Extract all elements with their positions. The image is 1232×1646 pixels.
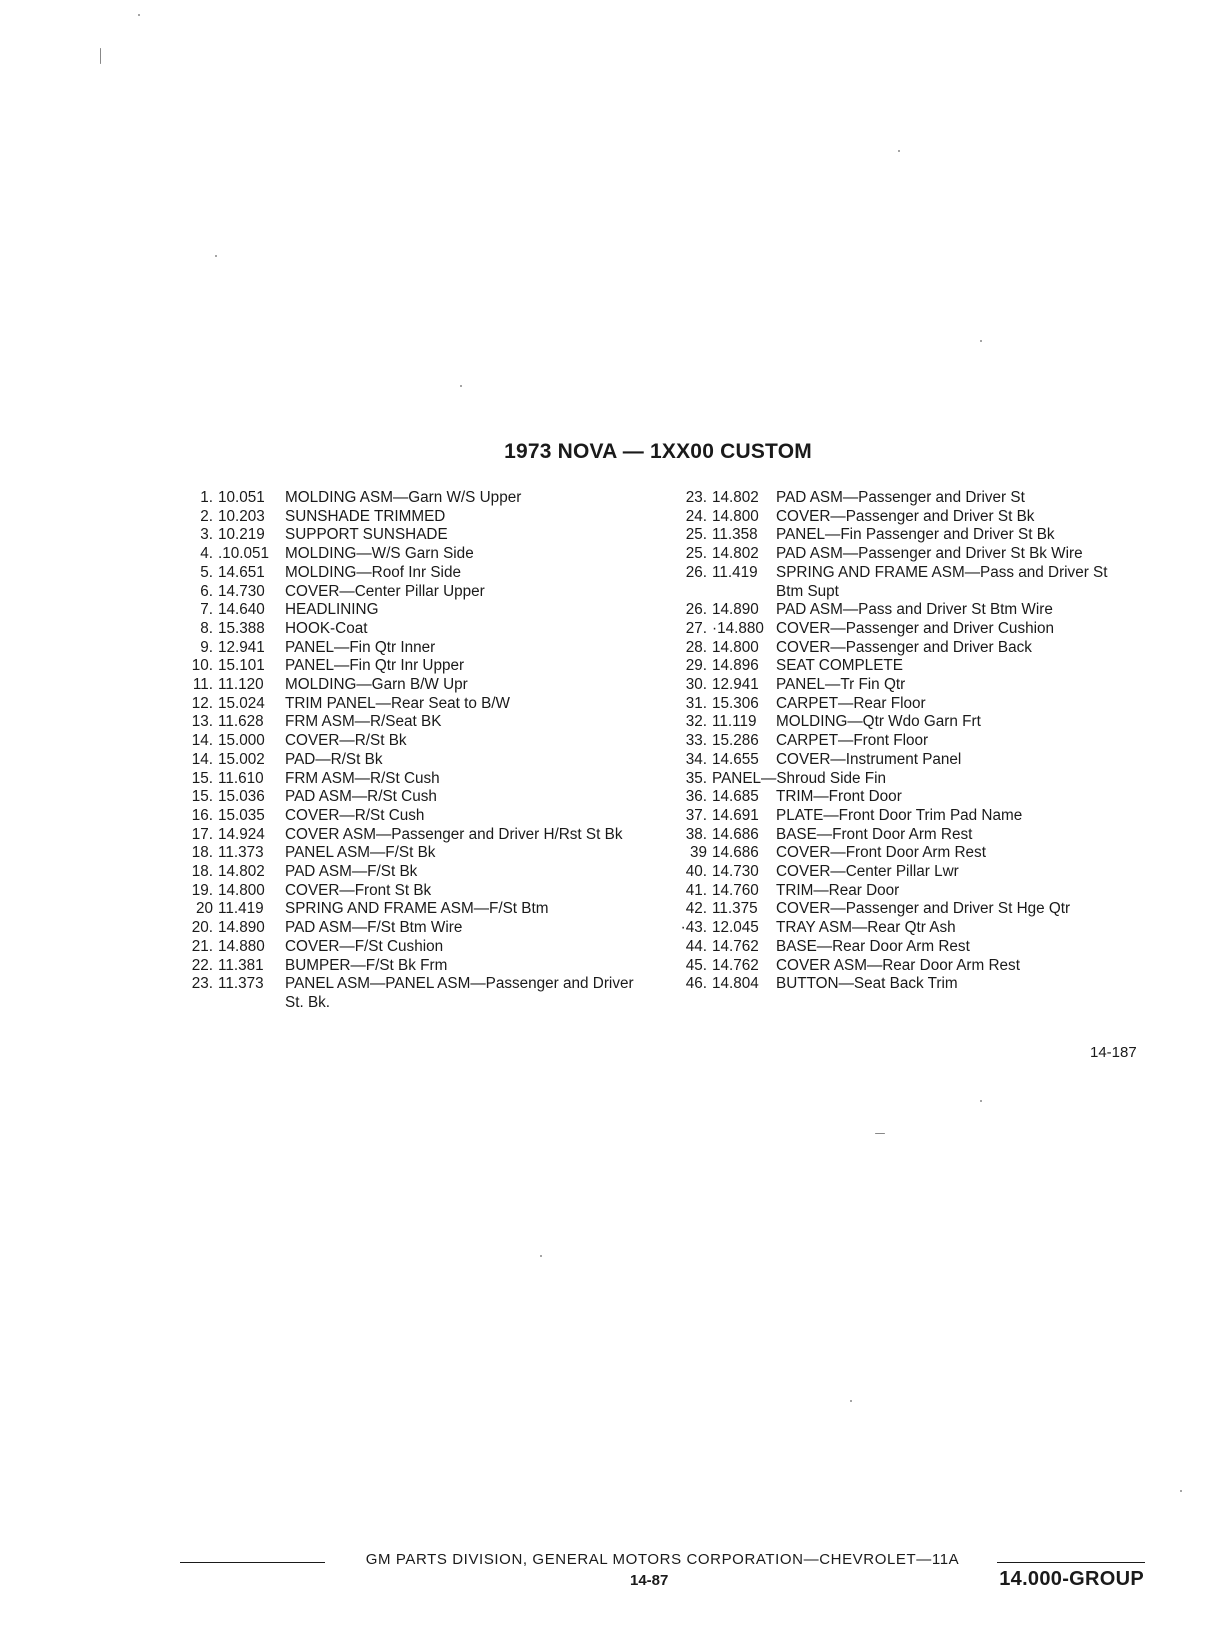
list-item [667,564,1147,601]
part-description: MOLDING—Roof Inr Side [285,563,461,581]
item-number: 25. [685,526,707,544]
list-item [176,957,666,976]
part-group-number: 14.802 [712,545,759,563]
part-group-number: 12.941 [218,638,265,656]
part-description: PAD ASM—Passenger and Driver St [776,489,1025,506]
list-item [667,919,1147,938]
part-description: SUNSHADE TRIMMED [285,507,446,525]
scan-speck [460,385,462,387]
list-item [176,676,666,695]
part-description: COVER—Front Door Arm Rest [776,844,986,862]
part-description: COVER—Passenger and Driver St Bk [776,507,1035,525]
scan-speck [1180,1490,1182,1492]
part-description: PANEL—Fin Qtr Inner [285,638,436,656]
item-number: 27. [685,619,707,637]
part-description: COVER—Passenger and Driver Cushion [776,619,1055,637]
part-group-number: 14.730 [712,863,759,881]
list-item [176,882,666,901]
part-group-number: 11.358 [712,526,758,544]
part-description: COVER—R/St Cush [285,806,425,824]
item-number: 7. [200,601,213,619]
item-number: 15. [191,788,213,806]
part-group-number: 15.000 [218,732,265,750]
scan-speck [875,1133,885,1134]
part-group-number: 14.880 [218,937,265,955]
part-description: COVER—Passenger and Driver St Hge Qtr [776,900,1071,918]
scan-speck [980,1100,982,1102]
item-number: 15. [191,769,213,787]
part-group-number: 14.762 [712,937,759,955]
part-group-number: 10.051 [218,489,265,506]
part-description: TRIM—Rear Door [776,881,900,899]
list-item [667,882,1147,901]
footer-group-label: 14.000-GROUP [999,1568,1144,1590]
item-number: 29. [685,657,707,675]
part-description: PAD ASM—Passenger and Driver St Bk Wire [776,545,1083,563]
item-number: 20. [191,919,213,937]
scan-speck [138,14,140,16]
item-number: ·43. [680,919,707,937]
part-description: SPRING AND FRAME ASM—F/St Btm [285,900,549,918]
list-item [667,545,1147,564]
part-group-number: 11.610 [218,769,264,787]
item-number: 23. [685,489,707,506]
part-description: PAD ASM—F/St Bk [285,863,418,881]
list-item [667,788,1147,807]
part-description: BUTTON—Seat Back Trim [776,975,958,993]
part-group-number: 14.691 [712,806,759,824]
part-description: PANEL—Fin Passenger and Driver St Bk [776,526,1055,544]
list-item [176,770,666,789]
list-item [176,938,666,957]
part-description: PANEL—Fin Qtr Inr Upper [285,657,465,675]
item-number: 39 [689,844,707,862]
part-description: TRIM—Front Door [776,788,902,806]
part-description: PANEL—Shroud Side Fin [712,769,887,787]
list-item [667,844,1147,863]
list-item [667,938,1147,957]
part-group-number: 15.306 [712,694,759,712]
list-item [176,732,666,751]
part-group-number: 10.203 [218,507,265,525]
part-group-number: 14.800 [218,881,265,899]
part-description: PAD ASM—F/St Btm Wire [285,919,463,937]
list-item [176,863,666,882]
part-group-number: 10.219 [218,526,265,544]
part-description: COVER—Instrument Panel [776,750,962,768]
list-item [176,695,666,714]
list-item [176,807,666,826]
part-group-number: 11.381 [218,956,264,974]
list-item [176,526,666,545]
part-description: HEADLINING [285,601,379,619]
item-number: 4. [200,545,213,563]
part-description: MOLDING—Garn B/W Upr [285,676,468,694]
item-number: 14. [191,732,213,750]
list-item [667,807,1147,826]
scan-speck [850,1400,852,1402]
part-group-number: 14.890 [712,601,759,619]
item-number: 24. [685,507,707,525]
list-item [176,583,666,602]
item-number: 18. [191,863,213,881]
item-number: 6. [200,582,213,600]
part-group-number: 14.804 [712,975,759,993]
part-description: TRAY ASM—Rear Qtr Ash [776,919,956,937]
part-group-number: 14.651 [218,563,265,581]
item-number: 10. [191,657,213,675]
part-group-number: 11.375 [712,900,758,918]
part-group-number: 11.119 [712,713,757,731]
footer-rule-left [180,1562,325,1563]
part-description: COVER—Center Pillar Upper [285,582,485,600]
part-description: COVER—Front St Bk [285,881,432,899]
part-group-number: 14.802 [712,489,759,506]
part-description: BUMPER—F/St Bk Frm [285,956,448,974]
list-item [667,657,1147,676]
part-group-number: 15.101 [218,657,265,675]
part-group-number: 15.002 [218,750,265,768]
part-group-number: 14.640 [218,601,265,619]
part-group-number: 15.286 [712,732,759,750]
item-number: 38. [685,825,707,843]
item-number: 17. [191,825,213,843]
part-group-number: 14.730 [218,582,265,600]
part-group-number: 14.896 [712,657,759,675]
part-description: HOOK-Coat [285,619,368,637]
part-description: PANEL ASM—PANEL ASM—Passenger and Driver St. Bk. [285,975,634,1011]
item-number: 45. [685,956,707,974]
part-description: COVER ASM—Passenger and Driver H/Rst St Bk [285,825,623,843]
list-item [667,751,1147,770]
parts-list-left [176,489,666,1013]
item-number: 18. [191,844,213,862]
item-number: 19. [191,881,213,899]
item-number: 9. [200,638,213,656]
page-reference: 14-187 [1090,1044,1137,1061]
list-item [176,919,666,938]
part-description: COVER—Center Pillar Lwr [776,863,959,881]
part-description: SEAT COMPLETE [776,657,903,675]
part-description: PANEL ASM—F/St Bk [285,844,436,862]
list-item [176,713,666,732]
part-description: BASE—Rear Door Arm Rest [776,937,970,955]
item-number: 23. [191,975,213,993]
footer-page-number: 14-87 [630,1572,669,1589]
list-item [667,695,1147,714]
part-group-number: 14.655 [712,750,759,768]
item-number: 5. [200,563,213,581]
part-group-number: 14.760 [712,881,759,899]
list-item [176,564,666,583]
list-item [667,601,1147,620]
item-number: 36. [685,788,707,806]
list-item [667,732,1147,751]
part-group-number: 15.036 [218,788,265,806]
list-item [176,508,666,527]
part-group-number: 14.800 [712,638,759,656]
list-item [667,526,1147,545]
part-group-number: 12.941 [712,676,759,694]
item-number: 8. [200,619,213,637]
scan-speck [215,255,217,257]
item-number: 32. [685,713,707,731]
part-description: PAD—R/St Bk [285,750,383,768]
part-group-number: 14.924 [218,825,265,843]
item-number: 13. [191,713,213,731]
part-description: COVER—Passenger and Driver Back [776,638,1032,656]
list-item [667,620,1147,639]
item-number: 21. [191,937,213,955]
list-item [667,508,1147,527]
scan-speck [898,150,900,152]
list-item [176,788,666,807]
item-number: 33. [685,732,707,750]
part-description: CARPET—Front Floor [776,732,929,750]
part-group-number: 12.045 [712,919,759,937]
part-description: MOLDING ASM—Garn W/S Upper [285,489,522,506]
part-group-number: 11.628 [218,713,264,731]
part-description: SPRING AND FRAME ASM—Pass and Driver St Btm Supt [776,563,1108,600]
list-item [667,900,1147,919]
part-description: COVER ASM—Rear Door Arm Rest [776,956,1020,974]
part-description: BASE—Front Door Arm Rest [776,825,973,843]
part-description: MOLDING—Qtr Wdo Garn Frt [776,713,981,731]
list-item [176,657,666,676]
part-group-number: 14.686 [712,844,759,862]
item-number: 42. [685,900,707,918]
item-number: 41. [685,881,707,899]
item-number: 31. [685,694,707,712]
list-item [667,713,1147,732]
item-number: 26. [685,563,707,581]
list-item [176,639,666,658]
item-number: 14. [191,750,213,768]
item-number: 2. [200,507,213,525]
footer-publisher: GM PARTS DIVISION, GENERAL MOTORS CORPORATION—CHEVROLET—11A [365,1551,960,1568]
part-group-number: 14.802 [218,863,265,881]
part-group-number: 11.373 [218,844,264,862]
part-description: PAD ASM—Pass and Driver St Btm Wire [776,601,1053,619]
list-item [667,676,1147,695]
part-group-number: 14.890 [218,919,265,937]
list-item [176,751,666,770]
list-item [667,489,1147,508]
item-number: 26. [685,601,707,619]
part-description: FRM ASM—R/Seat BK [285,713,442,731]
part-group-number: 11.419 [712,563,758,581]
list-item [176,545,666,564]
part-description: MOLDING—W/S Garn Side [285,545,474,563]
item-number: 40. [685,863,707,881]
list-item [176,900,666,919]
item-number: 22. [191,956,213,974]
footer-rule-right [997,1562,1145,1563]
list-item [176,975,666,1012]
part-group-number: 15.388 [218,619,265,637]
item-number: 46. [685,975,707,993]
part-description: FRM ASM—R/St Cush [285,769,440,787]
item-number: 30. [685,676,707,694]
list-item [176,489,666,508]
list-item [667,770,1147,789]
part-description: COVER—F/St Cushion [285,937,444,955]
scan-speck [100,48,101,64]
list-item [667,975,1147,994]
part-group-number: ·14.880 [712,619,764,637]
page-title: 1973 NOVA — 1XX00 CUSTOM [504,440,812,463]
list-item [667,863,1147,882]
part-group-number: 11.419 [218,900,264,918]
part-description: COVER—R/St Bk [285,732,407,750]
scan-speck [980,340,982,342]
list-item [176,826,666,845]
item-number: 20 [195,900,213,918]
item-number: 37. [685,806,707,824]
item-number: 16. [191,806,213,824]
item-number: 11. [192,676,213,694]
item-number: 12. [191,694,213,712]
item-number: 34. [685,750,707,768]
item-number: 35. [685,769,707,787]
list-item [176,620,666,639]
list-item [667,957,1147,976]
scan-speck [540,1255,542,1257]
part-description: PANEL—Tr Fin Qtr [776,676,906,694]
part-group-number: 15.024 [218,694,265,712]
part-description: TRIM PANEL—Rear Seat to B/W [285,694,510,712]
part-group-number: .10.051 [218,545,270,563]
list-item [176,844,666,863]
part-description: CARPET—Rear Floor [776,694,926,712]
part-description: PLATE—Front Door Trim Pad Name [776,806,1023,824]
part-group-number: 11.120 [218,676,264,694]
list-item [667,639,1147,658]
item-number: 1. [200,489,213,506]
item-number: 3. [200,526,213,544]
item-number: 25. [685,545,707,563]
parts-list-right [667,489,1147,994]
item-number: 28. [685,638,707,656]
list-item [176,601,666,620]
part-group-number: 14.762 [712,956,759,974]
part-description: SUPPORT SUNSHADE [285,526,448,544]
part-group-number: 14.686 [712,825,759,843]
part-description: PAD ASM—R/St Cush [285,788,437,806]
part-group-number: 11.373 [218,975,264,993]
item-number: 44. [685,937,707,955]
part-group-number: 14.685 [712,788,759,806]
part-group-number: 15.035 [218,806,265,824]
list-item [667,826,1147,845]
part-group-number: 14.800 [712,507,759,525]
